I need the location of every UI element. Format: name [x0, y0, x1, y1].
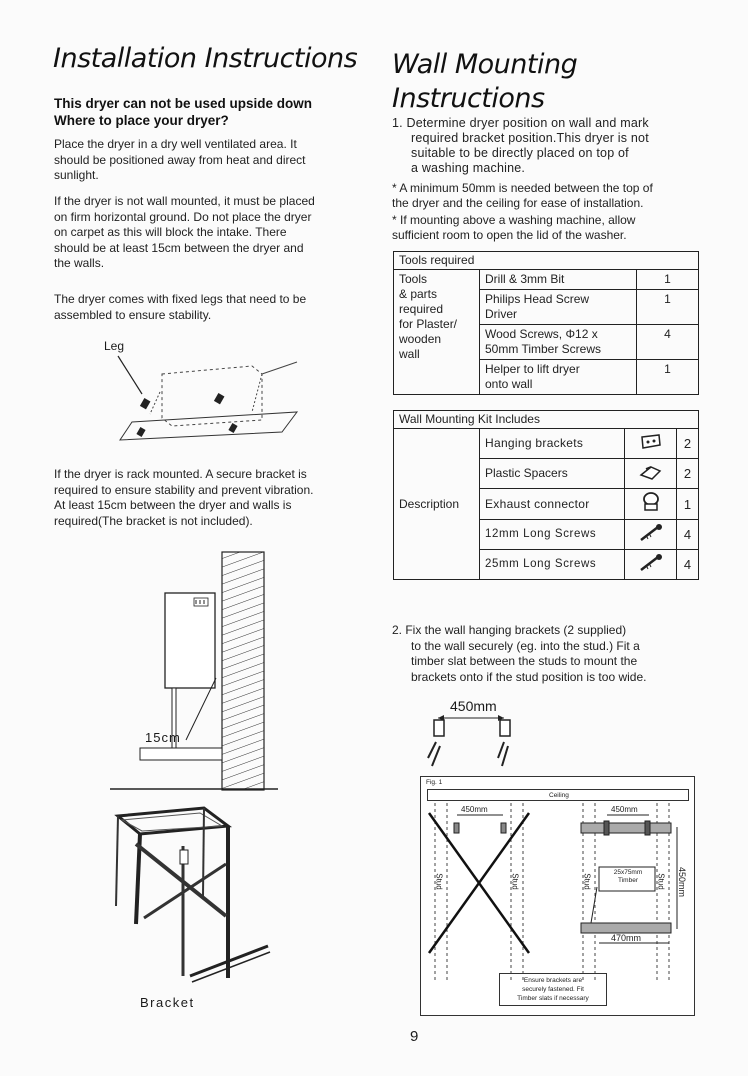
tool-item-qty: 1 [637, 290, 699, 325]
tool-item-name: Drill & 3mm Bit [480, 270, 637, 290]
page-number: 9 [410, 1028, 419, 1045]
kit-item-icon-cell [625, 550, 677, 580]
tool-item-qty: 1 [637, 270, 699, 290]
installation-title: Installation Instructions [53, 43, 358, 74]
dim-vertical-label: 450mm [677, 866, 688, 898]
kit-row-label: Description [394, 429, 480, 580]
placement-heading: Where to place your dryer? [54, 113, 229, 128]
stud-label: Stud [582, 873, 592, 890]
timber-label: 25x75mm Timber [613, 869, 643, 884]
kit-item-name: 12mm Long Screws [480, 520, 625, 550]
tools-required-table [393, 251, 699, 395]
bracket-spacing-diagram [418, 712, 518, 774]
placement-paragraph: Place the dryer in a dry well ventilated area. It should be positioned away from heat and direct sunlight. [54, 137, 306, 182]
kit-item-qty: 2 [677, 459, 699, 489]
bracket-diagram [108, 806, 278, 994]
figure-1 [420, 776, 695, 1016]
kit-table-header: Wall Mounting Kit Includes [394, 411, 699, 429]
tool-item-qty: 4 [637, 325, 699, 360]
ceiling-label: Ceiling [549, 792, 569, 799]
wall-mounting-kit-table [393, 410, 699, 580]
ceiling-clearance-note: * A minimum 50mm is needed between the top of the dryer and the ceiling for ease of installation. [392, 181, 653, 210]
bracket-fastening-note: Ensure brackets are securely fastened. Fit Timber slats if necessary [499, 973, 607, 1006]
wall-mounting-title: Wall Mounting Instructions [392, 49, 578, 114]
kit-item-icon-cell [625, 429, 677, 459]
tool-item-name: Philips Head Screw Driver [480, 290, 637, 325]
exhaust-connector-icon [641, 491, 661, 513]
kit-item-icon-cell [625, 520, 677, 550]
hanging-bracket-icon [639, 433, 663, 451]
kit-item-qty: 1 [677, 489, 699, 520]
tools-table-header: Tools required [394, 252, 699, 270]
dim-left-label: 450mm [461, 805, 488, 814]
stud-label: Stud [656, 873, 666, 890]
leg-screw-icon [136, 393, 237, 437]
tools-row-label: Tools & parts required for Plaster/ wooden wall [394, 270, 480, 395]
floor-placement-paragraph: If the dryer is not wall mounted, it must be placed on firm horizontal ground. Do not place the dryer on carpet as this will block the intake. There should be at least 15cm between the dryer and the walls. [54, 194, 315, 270]
wall-clearance-diagram [110, 548, 280, 796]
figure-label: Fig. 1 [426, 779, 443, 786]
stud-layout-diagram [421, 803, 696, 983]
kit-item-icon-cell [625, 459, 677, 489]
tool-item-qty: 1 [637, 360, 699, 395]
washer-clearance-note: * If mounting above a washing machine, allow sufficient room to open the lid of the washer. [392, 213, 636, 242]
plastic-spacer-icon [638, 463, 664, 481]
step-2: 2. Fix the wall hanging brackets (2 supplied) to the wall securely (eg. into the stud.) Fit a timber slat between the studs to mount the brackets onto if the stud position is too wide. [392, 623, 647, 684]
kit-item-icon-cell [625, 489, 677, 520]
dryer-legs-diagram [112, 352, 312, 447]
screw-icon [638, 523, 664, 543]
kit-item-name: Hanging brackets [480, 429, 625, 459]
kit-item-name: Plastic Spacers [480, 459, 625, 489]
stud-label: Stud [510, 873, 520, 890]
step-1: 1. Determine dryer position on wall and mark required bracket position.This dryer is not suitable to be directly placed on top of a washing machine. [392, 116, 649, 175]
bracket-distance-label: 450mm [450, 698, 497, 714]
leg-label: Leg [104, 339, 125, 353]
kit-item-qty: 4 [677, 550, 699, 580]
clearance-label: 15cm [145, 730, 181, 745]
rack-mount-paragraph: If the dryer is rack mounted. A secure bracket is required to ensure stability and prevent vibration. At least 15cm between the dryer and walls is required(The bracket is not included). [54, 467, 314, 528]
tool-item-name: Helper to lift dryer onto wall [480, 360, 637, 395]
kit-item-name: Exhaust connector [480, 489, 625, 520]
screw-icon [638, 553, 664, 573]
tool-item-name: Wood Screws, Φ12 x 50mm Timber Screws [480, 325, 637, 360]
legs-paragraph: The dryer comes with fixed legs that need to be assembled to ensure stability. [54, 292, 307, 322]
stud-label: Stud [434, 873, 444, 890]
upside-down-warning: This dryer can not be used upside down [54, 96, 313, 111]
dim-right-label: 450mm [611, 805, 638, 814]
kit-item-qty: 4 [677, 520, 699, 550]
kit-item-qty: 2 [677, 429, 699, 459]
bracket-label: Bracket [140, 995, 195, 1010]
dim-bottom-label: 470mm [611, 933, 642, 943]
kit-item-name: 25mm Long Screws [480, 550, 625, 580]
